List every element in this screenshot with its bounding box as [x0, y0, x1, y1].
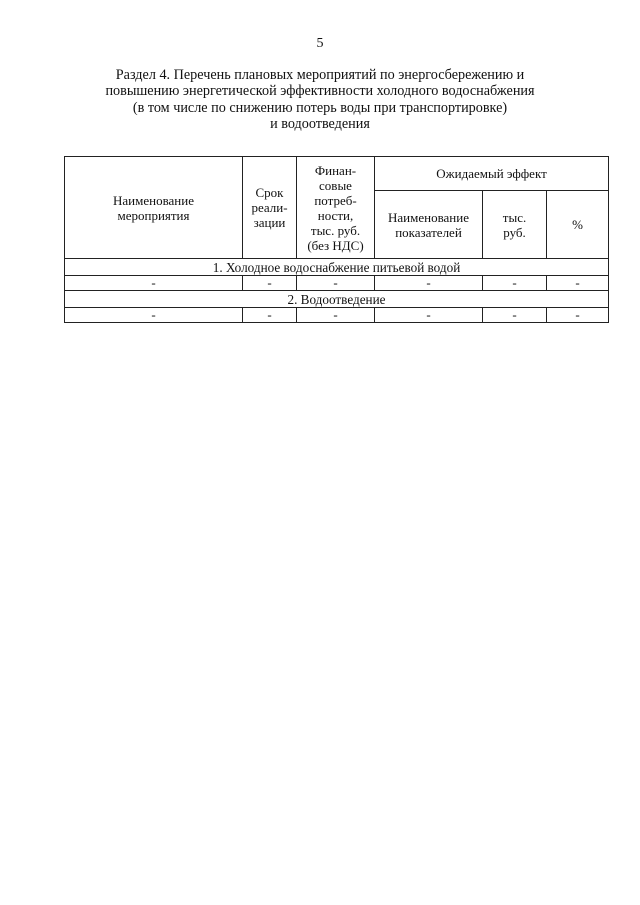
measures-table [64, 156, 609, 323]
header-line: Финан- [314, 162, 357, 178]
cell-financing: - [297, 308, 375, 323]
cell-indicator: - [375, 308, 483, 323]
cell-thousand-rub: - [483, 276, 547, 291]
heading-line: и водоотведения [270, 116, 370, 133]
header-percent: % [547, 191, 609, 259]
cell-measure: - [65, 308, 243, 323]
section-title: 1. Холодное водоснабжение питьевой водой [65, 259, 609, 276]
header-term [243, 157, 297, 259]
heading-line: повышению энергетической эффективности холодного водоснабжения [105, 83, 535, 100]
header-line: ности, [317, 207, 354, 223]
header-expected-effect: Ожидаемый эффект [375, 157, 609, 191]
cell-financing: - [297, 276, 375, 291]
header-line: (без НДС) [307, 237, 364, 253]
section-row [65, 259, 609, 276]
header-line: тыс. [502, 209, 527, 225]
cell-term: - [243, 276, 297, 291]
section-title: 2. Водоотведение [65, 291, 609, 308]
header-measure-name [65, 157, 243, 259]
heading-line: (в том числе по снижению потерь воды при транспортировке) [132, 99, 508, 116]
page-number: 5 [316, 36, 324, 51]
cell-percent: - [547, 308, 609, 323]
header-financing [297, 157, 375, 259]
cell-term: - [243, 308, 297, 323]
heading-line: Раздел 4. Перечень плановых мероприятий по энергосбережению и [115, 67, 525, 83]
section-heading [80, 67, 560, 133]
header-line: потреб- [314, 192, 357, 208]
header-line: руб. [503, 224, 526, 240]
header-line: показателей [395, 224, 462, 240]
header-line: Срок [255, 185, 284, 200]
table-row [65, 308, 609, 323]
header-line: совые [319, 177, 352, 193]
table-row [65, 276, 609, 291]
header-indicator-name [375, 191, 483, 259]
cell-thousand-rub: - [483, 308, 547, 323]
cell-indicator: - [375, 276, 483, 291]
header-line: тыс. руб. [310, 222, 361, 238]
header-line: реали- [251, 200, 288, 215]
header-thousand-rub [483, 191, 547, 259]
header-line: мероприятия [117, 207, 190, 223]
header-line: Наименование [113, 192, 194, 208]
table-header-row [65, 157, 609, 191]
section-row [65, 291, 609, 308]
header-line: Наименование [388, 209, 469, 225]
cell-measure: - [65, 276, 243, 291]
header-line: зации [253, 215, 286, 230]
cell-percent: - [547, 276, 609, 291]
